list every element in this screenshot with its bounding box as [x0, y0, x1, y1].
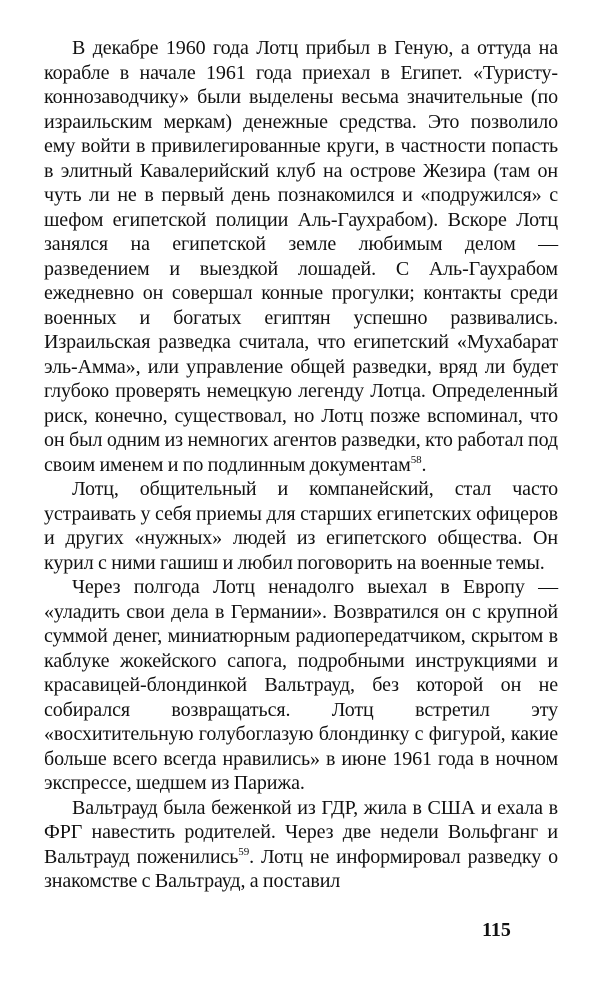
paragraph-2	[44, 477, 558, 575]
paragraph-3	[44, 575, 558, 796]
paragraph-4-tail: . Лотц не информировал разведку о знакомстве с Вальтрауд, а поставил	[44, 845, 558, 892]
paragraph-1-tail: .	[421, 453, 427, 476]
page-number: 115	[482, 919, 511, 941]
paragraph-4	[44, 796, 558, 894]
paragraph-1	[44, 36, 558, 477]
paragraph-4-text: Вальтрауд была беженкой из ГДР, жила в США и ехала в ФРГ навестить родителей. Через две недели Вольфганг и Вальтрауд поженились	[44, 796, 558, 868]
paragraph-3-text: Через полгода Лотц ненадолго выехал в Европу — «уладить свои дела в Германии». Возвратился он с крупной суммой денег, миниатюрным радиопередатчиком, скрытом в каблуке жокейского сапога, подробными инструкциями и красавицей-блондинкой Вальтрауд, без которой он не собирался возвращаться. Лотц встретил эту «восхитительную голубоглазую блондинку с фигурой, какие больше всего всегда нравились» в июне 1961 года в ночном экспрессе, шедшем из Парижа.	[44, 576, 558, 794]
paragraph-2-text: Лотц, общительный и компанейский, стал часто устраивать у себя приемы для старших египетских офицеров и других «нужных» людей из египетского общества. Он курил с ними гашиш и любил поговорить на военные темы.	[44, 478, 558, 574]
footnote-ref-59[interactable]: 59	[238, 845, 250, 858]
page-body	[44, 36, 558, 894]
paragraph-1-text: В декабре 1960 года Лотц прибыл в Геную, а оттуда на корабле в начале 1961 года приехал в Египет. «Туристу-коннозаводчику» были выделены весьма значительные (по израильским меркам) денежные средства. Это позволило ему войти в привилегированные круги, в частности попасть в элитный Кавалерийский клуб на острове Жезира (там он чуть ли не в первый день познакомился и «подружился» с шефом египетской полиции Аль-Гаухрабом). Вскоре Лотц занялся на египетской земле любимым делом — разведением и выездкой лошадей. С Аль-Гаухрабом ежедневно он совершал конные прогулки; контакты среди военных и богатых египтян успешно развивались. Израильская разведка считала, что египетский «Мухабарат эль-Амма», или управление общей разведки, вряд ли будет глубоко проверять немецкую легенду Лотца. Определенный риск, конечно, существовал, но Лотц позже вспоминал, что он был одним из немногих агентов разведки, кто работал под своим именем и по подлинным документам	[44, 37, 558, 476]
footnote-ref-58[interactable]: 58	[410, 453, 422, 466]
